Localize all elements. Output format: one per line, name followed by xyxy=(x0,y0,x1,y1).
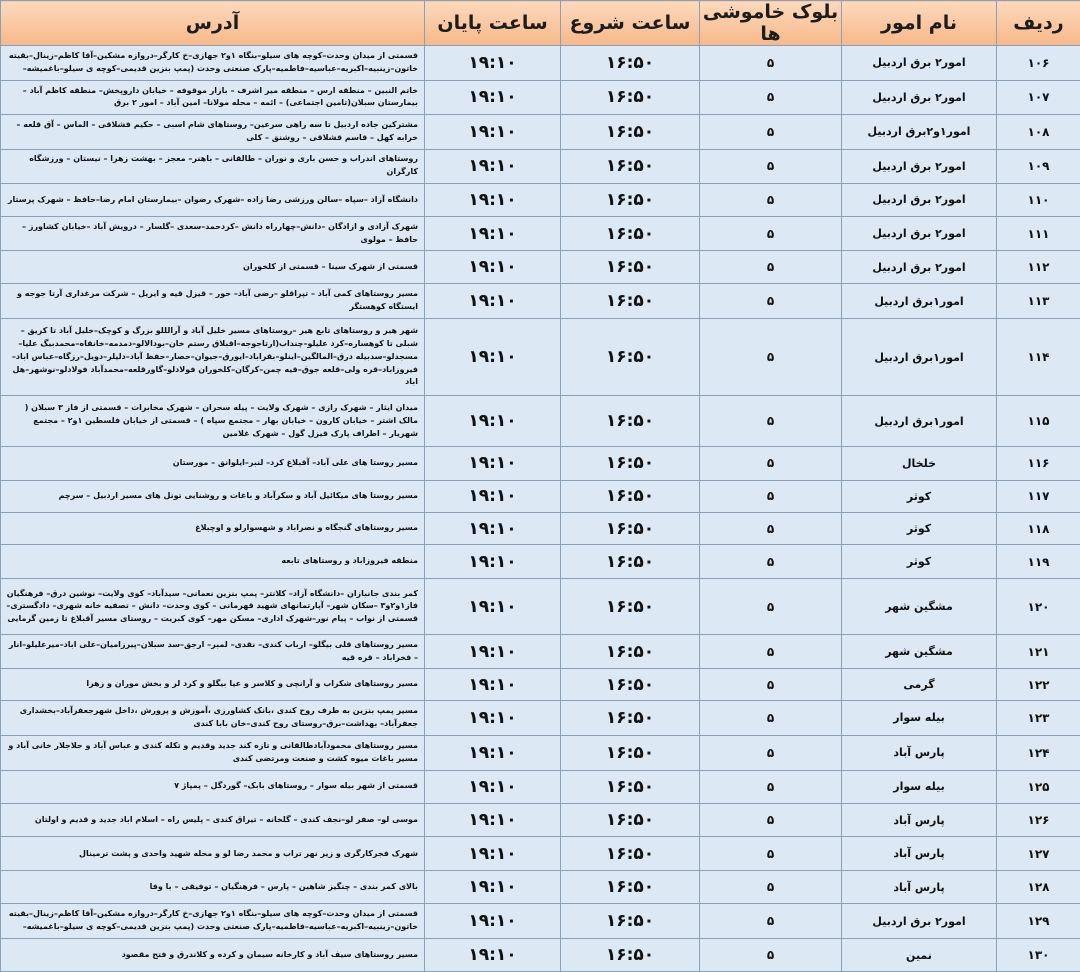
address-cell: قسمتی از شهرک سینا – قسمتی از کلخوران xyxy=(1,251,425,284)
row-number-cell: ۱۱۴ xyxy=(997,319,1080,396)
table-body xyxy=(1,46,1080,972)
area-name-cell: امور۲ برق اردبیل xyxy=(842,183,997,217)
start-time-cell: ۱۶:۵۰ xyxy=(561,512,700,545)
start-time-cell: ۱۶:۵۰ xyxy=(561,871,700,904)
outage-block-cell: ۵ xyxy=(700,635,842,669)
end-time-cell: ۱۹:۱۰ xyxy=(425,700,561,735)
outage-block-cell: ۵ xyxy=(700,700,842,735)
end-time-cell: ۱۹:۱۰ xyxy=(425,396,561,447)
table-row xyxy=(1,447,1080,481)
end-time-cell: ۱۹:۱۰ xyxy=(425,735,561,770)
start-time-cell: ۱۶:۵۰ xyxy=(561,46,700,81)
outage-block-cell: ۵ xyxy=(700,319,842,396)
area-name-cell: کوثر xyxy=(842,545,997,579)
outage-block-cell: ۵ xyxy=(700,251,842,284)
row-number-cell: ۱۱۹ xyxy=(997,545,1080,579)
start-time-cell: ۱۶:۵۰ xyxy=(561,319,700,396)
address-cell: خاتم النبین – منطقه ارس – منطقه میر اشرف – بازار موقوفه – خیابان داروپخش– منطقه کاظم آباد – بیمارستان سبلان(تامین اجتماعی) – ائمه – محله مولانا– امین آباد – امور ۲ برق xyxy=(1,80,425,114)
area-name-cell: بیله سوار xyxy=(842,700,997,735)
end-time-cell: ۱۹:۱۰ xyxy=(425,46,561,81)
outage-block-cell: ۵ xyxy=(700,939,842,972)
table-row xyxy=(1,480,1080,512)
row-number-cell: ۱۰۶ xyxy=(997,46,1080,81)
area-name-cell: گرمی xyxy=(842,669,997,701)
address-cell: مسیر روستاهای محمودآبادطالقانی و تازه کند جدید وقدیم و تکله کندی و عباس آباد و حلاجلار خانی آباد و مسیر باغات میوه کشت و صنعت ومرتضی کندی xyxy=(1,735,425,770)
address-cell: مسیر روستاهای قلی بیگلو– ارباب کندی– نقدی– لمبر– ارجق–سد سبلان–پیرزامیان–علی اباد–میرعلیلو–انار – فخراباد – قره قیه xyxy=(1,635,425,669)
table-row xyxy=(1,46,1080,81)
table-row xyxy=(1,80,1080,114)
table-row xyxy=(1,803,1080,837)
area-name-cell: امور۲ برق اردبیل xyxy=(842,217,997,251)
table-row xyxy=(1,217,1080,251)
area-name-cell: پارس آباد xyxy=(842,735,997,770)
end-time-cell: ۱۹:۱۰ xyxy=(425,447,561,481)
row-number-cell: ۱۱۸ xyxy=(997,512,1080,545)
table-row xyxy=(1,251,1080,284)
row-number-cell: ۱۱۵ xyxy=(997,396,1080,447)
outage-block-cell: ۵ xyxy=(700,284,842,319)
outage-block-cell: ۵ xyxy=(700,837,842,871)
address-cell: شهر هیر و روستاهای تابع هیر –روستاهای مسیر خلیل آباد و آرالللو بزرگ و کوچک–خلیل آباد تا کریق –شبلی تا کوهساره–کرد علیلو–چنداب(ارتاجوجه–اقبلاق رستم خان–بودالالو–دمدمه–خانقاه–محمدبیگ علیا–مسجدلو–سدبیله درق–المالگین–اینلو–بقراباد–ایورق–جیوان–حصار–حفظ آباد–دلیلر–دویل–رزگاه–عباس اباد–فیروزاباد–قره ولی–قلعه جوق–قیه چمن–کرگان–کلخوران فولادلو–گاورقلعه–محمدآباد فولادلو–نوشهر–هل اباد xyxy=(1,319,425,396)
row-number-cell: ۱۳۰ xyxy=(997,939,1080,972)
header-end-time: ساعت پایان xyxy=(425,1,561,46)
end-time-cell: ۱۹:۱۰ xyxy=(425,251,561,284)
area-name-cell: مشگین شهر xyxy=(842,635,997,669)
start-time-cell: ۱۶:۵۰ xyxy=(561,284,700,319)
end-time-cell: ۱۹:۱۰ xyxy=(425,80,561,114)
area-name-cell: امور۲ برق اردبیل xyxy=(842,251,997,284)
table-row xyxy=(1,871,1080,904)
area-name-cell: امور۲ برق اردبیل xyxy=(842,80,997,114)
end-time-cell: ۱۹:۱۰ xyxy=(425,939,561,972)
table-row xyxy=(1,837,1080,871)
outage-block-cell: ۵ xyxy=(700,904,842,939)
header-start-time: ساعت شروع xyxy=(561,1,700,46)
start-time-cell: ۱۶:۵۰ xyxy=(561,669,700,701)
start-time-cell: ۱۶:۵۰ xyxy=(561,217,700,251)
end-time-cell: ۱۹:۱۰ xyxy=(425,904,561,939)
address-cell: مسیر روستاهای سیف آباد و کارخانه سیمان و کرده و کلاندرق و فتح مقصود xyxy=(1,939,425,972)
row-number-cell: ۱۱۷ xyxy=(997,480,1080,512)
row-number-cell: ۱۱۳ xyxy=(997,284,1080,319)
table-row xyxy=(1,700,1080,735)
table-row xyxy=(1,114,1080,149)
outage-block-cell: ۵ xyxy=(700,512,842,545)
start-time-cell: ۱۶:۵۰ xyxy=(561,837,700,871)
address-cell: کمر بندی جانبازان –دانشگاه آزاد– کلانتر– پمپ بنزین نعمانی– سیدآباد– کوی ولایت– نوشین درق– فرهنگیان فاز۱و۲و۳ –سکان شهر– آپارتمانهای شهید قهرمانی – کوی وحدت– دانش – تصفیه خانه شهری– دادگستری– قسمتی از نواب – پیام نور–شهرک اداری– مسکن مهر– کوی کبریت – روستای مسیر آقبلاغ تا زمین گرمایی xyxy=(1,579,425,635)
end-time-cell: ۱۹:۱۰ xyxy=(425,284,561,319)
start-time-cell: ۱۶:۵۰ xyxy=(561,700,700,735)
address-cell: موسی لو– صفر لو–نجف کندی – گلخانه – تیراق کندی – پلیس راه – اسلام اباد جدید و قدیم و اولتان xyxy=(1,803,425,837)
end-time-cell: ۱۹:۱۰ xyxy=(425,837,561,871)
outage-block-cell: ۵ xyxy=(700,396,842,447)
table-row xyxy=(1,770,1080,803)
address-cell: قسمتی از میدان وحدت–کوچه های سیلو–بنگاه ۱و۲ جهازی–خ کارگر–دروازه مشکین–آقا کاظم–زینال–بقیته خاتون–زینبیه–اکبریه–عباسیه–فاطمیه–پارک صنعتی وحدت (پمپ بنزین قدیمی–کوچه ی سیلو–باغمیشه– xyxy=(1,904,425,939)
row-number-cell: ۱۲۱ xyxy=(997,635,1080,669)
start-time-cell: ۱۶:۵۰ xyxy=(561,183,700,217)
address-cell: قسمتی از شهر بیله سوار – روستاهای بابک– گوردگل – پمپاژ ۷ xyxy=(1,770,425,803)
end-time-cell: ۱۹:۱۰ xyxy=(425,871,561,904)
end-time-cell: ۱۹:۱۰ xyxy=(425,770,561,803)
table-row xyxy=(1,183,1080,217)
table-row xyxy=(1,904,1080,939)
start-time-cell: ۱۶:۵۰ xyxy=(561,80,700,114)
outage-block-cell: ۵ xyxy=(700,803,842,837)
outage-block-cell: ۵ xyxy=(700,114,842,149)
address-cell: قسمتی از میدان وحدت–کوچه های سیلو–بنگاه ۱و۲ جهازی–خ کارگر–دروازه مشکین–آقا کاظم–زینال–بقیته خاتون–زینبیه–اکبریه–عباسیه–فاطمیه–پارک صنعتی وحدت (پمپ بنزین قدیمی–کوچه ی سیلو–باغمیشه– xyxy=(1,46,425,81)
start-time-cell: ۱۶:۵۰ xyxy=(561,480,700,512)
outage-block-cell: ۵ xyxy=(700,46,842,81)
row-number-cell: ۱۲۲ xyxy=(997,669,1080,701)
row-number-cell: ۱۰۹ xyxy=(997,149,1080,183)
start-time-cell: ۱۶:۵۰ xyxy=(561,545,700,579)
outage-block-cell: ۵ xyxy=(700,669,842,701)
table-row xyxy=(1,319,1080,396)
start-time-cell: ۱۶:۵۰ xyxy=(561,635,700,669)
row-number-cell: ۱۰۸ xyxy=(997,114,1080,149)
table-row xyxy=(1,512,1080,545)
end-time-cell: ۱۹:۱۰ xyxy=(425,545,561,579)
table-row xyxy=(1,545,1080,579)
address-cell: مشترکین جاده اردبیل تا سه راهی سرعین– روستاهای شام اسبی – حکیم قشلاقی – الماس – آق قلعه – خرابه کهل – قاسم قشلاقی – روشنق – کلی xyxy=(1,114,425,149)
row-number-cell: ۱۱۱ xyxy=(997,217,1080,251)
address-cell: دانشگاه آزاد –سپاه –سالن ورزشی رضا زاده –شهرک رضوان –بیمارستان امام رضا–حافظ – شهرک پرستار xyxy=(1,183,425,217)
area-name-cell: مشگین شهر xyxy=(842,579,997,635)
area-name-cell: امور۲ برق اردبیل xyxy=(842,46,997,81)
start-time-cell: ۱۶:۵۰ xyxy=(561,114,700,149)
address-cell: مسیر روستاهای شکراب و آرانچی و کلاسر و عیا بیگلو و کرد لر و بخش موران و زهرا xyxy=(1,669,425,701)
address-cell: بالای کمر بندی – چنگیز شاهین – پارس – فرهنگیان – توفیقی – با وفا xyxy=(1,871,425,904)
area-name-cell: بیله سوار xyxy=(842,770,997,803)
area-name-cell: امور۱برق اردبیل xyxy=(842,396,997,447)
start-time-cell: ۱۶:۵۰ xyxy=(561,396,700,447)
address-cell: مسیر روستا های میکائیل آباد و سکرآباد و باغات و روشنایی تونل های مسیر اردبیل – سرچم xyxy=(1,480,425,512)
address-cell: منطقه فیروزاباد و روستاهای تابعه xyxy=(1,545,425,579)
row-number-cell: ۱۲۶ xyxy=(997,803,1080,837)
table-row xyxy=(1,284,1080,319)
end-time-cell: ۱۹:۱۰ xyxy=(425,183,561,217)
start-time-cell: ۱۶:۵۰ xyxy=(561,803,700,837)
end-time-cell: ۱۹:۱۰ xyxy=(425,669,561,701)
outage-block-cell: ۵ xyxy=(700,871,842,904)
header-row xyxy=(1,1,1080,46)
start-time-cell: ۱۶:۵۰ xyxy=(561,904,700,939)
end-time-cell: ۱۹:۱۰ xyxy=(425,319,561,396)
table-row xyxy=(1,735,1080,770)
address-cell: شهرک فجرکارگری و زیر نهر تراب و محمد رضا لو و محله شهید واحدی و پشت ترمینال xyxy=(1,837,425,871)
row-number-cell: ۱۱۰ xyxy=(997,183,1080,217)
outage-block-cell: ۵ xyxy=(700,735,842,770)
table-row xyxy=(1,669,1080,701)
row-number-cell: ۱۰۷ xyxy=(997,80,1080,114)
start-time-cell: ۱۶:۵۰ xyxy=(561,447,700,481)
address-cell: روستاهای اندراب و حسن باری و نوران – طالقانی – باهنر– معجز – بهشت زهرا – نیستان – ورزشگاه کارگران xyxy=(1,149,425,183)
area-name-cell: امور۱برق اردبیل xyxy=(842,284,997,319)
outage-block-cell: ۵ xyxy=(700,545,842,579)
header-address: آدرس xyxy=(1,1,425,46)
area-name-cell: امور۱برق اردبیل xyxy=(842,319,997,396)
area-name-cell: پارس آباد xyxy=(842,871,997,904)
end-time-cell: ۱۹:۱۰ xyxy=(425,512,561,545)
end-time-cell: ۱۹:۱۰ xyxy=(425,480,561,512)
outage-block-cell: ۵ xyxy=(700,579,842,635)
table-row xyxy=(1,939,1080,972)
outage-block-cell: ۵ xyxy=(700,217,842,251)
row-number-cell: ۱۲۰ xyxy=(997,579,1080,635)
start-time-cell: ۱۶:۵۰ xyxy=(561,579,700,635)
table-row xyxy=(1,579,1080,635)
outage-block-cell: ۵ xyxy=(700,183,842,217)
row-number-cell: ۱۲۳ xyxy=(997,700,1080,735)
end-time-cell: ۱۹:۱۰ xyxy=(425,579,561,635)
area-name-cell: پارس آباد xyxy=(842,837,997,871)
header-row-number: ردیف xyxy=(997,1,1080,46)
row-number-cell: ۱۲۹ xyxy=(997,904,1080,939)
row-number-cell: ۱۲۷ xyxy=(997,837,1080,871)
header-outage-block: بلوک خاموشی ها xyxy=(700,1,842,46)
end-time-cell: ۱۹:۱۰ xyxy=(425,114,561,149)
start-time-cell: ۱۶:۵۰ xyxy=(561,735,700,770)
end-time-cell: ۱۹:۱۰ xyxy=(425,803,561,837)
area-name-cell: خلخال xyxy=(842,447,997,481)
outage-block-cell: ۵ xyxy=(700,480,842,512)
table-header xyxy=(1,1,1080,46)
outage-block-cell: ۵ xyxy=(700,80,842,114)
start-time-cell: ۱۶:۵۰ xyxy=(561,149,700,183)
end-time-cell: ۱۹:۱۰ xyxy=(425,217,561,251)
address-cell: شهرک آزادی و ازادگان –دانش–چهارراه دانش –کردحمد–سعدی –گلسار – درویش آباد –خیابان کشاورز –حافظ – مولوی xyxy=(1,217,425,251)
start-time-cell: ۱۶:۵۰ xyxy=(561,939,700,972)
row-number-cell: ۱۲۵ xyxy=(997,770,1080,803)
start-time-cell: ۱۶:۵۰ xyxy=(561,251,700,284)
end-time-cell: ۱۹:۱۰ xyxy=(425,635,561,669)
address-cell: مسیر روستا های علی آباد– آقبلاغ کرد– لنبر–ایلوانق – مورستان xyxy=(1,447,425,481)
outage-block-cell: ۵ xyxy=(700,770,842,803)
header-area-name: نام امور xyxy=(842,1,997,46)
area-name-cell: کوثر xyxy=(842,480,997,512)
end-time-cell: ۱۹:۱۰ xyxy=(425,149,561,183)
row-number-cell: ۱۱۲ xyxy=(997,251,1080,284)
address-cell: مسیر روستاهای گنجگاه و نصراباد و شهسوارلو و اوچبلاغ xyxy=(1,512,425,545)
area-name-cell: امور۱و۲برق اردبیل xyxy=(842,114,997,149)
outage-block-cell: ۵ xyxy=(700,447,842,481)
row-number-cell: ۱۲۴ xyxy=(997,735,1080,770)
table-row xyxy=(1,635,1080,669)
table-row xyxy=(1,396,1080,447)
area-name-cell: امور۲ برق اردبیل xyxy=(842,904,997,939)
area-name-cell: نمین xyxy=(842,939,997,972)
row-number-cell: ۱۲۸ xyxy=(997,871,1080,904)
address-cell: میدان ایثار – شهرک رازی – شهرک ولایت – پیله سحران – شهرک مخابرات – قسمتی از فاز ۳ سبلان ( مالک اشتر – خیابان کارون – خیابان بهار – مجتمع سپاه ) – قسمتی از خیابان فلسطین ۱و۲ – مجتمع شهریار – اطراف پارک قیزل گول – شهرک غلامین xyxy=(1,396,425,447)
address-cell: مسیر پمپ بنزین به طرف روح کندی ،بانک کشاورزی ،آموزش و پرورش ،داخل شهرجعفرآباد–بخشداری جعفرآباد– بهداشت–برق–روستای روح کندی–خان بابا کندی xyxy=(1,700,425,735)
address-cell: مسیر روستاهای کمی آباد – تپراقلو –رضی آباد– حور – قیزل قیه و ایریل – شرکت مرغداری آرتا جوجه و ایستگاه کوهستگر xyxy=(1,284,425,319)
area-name-cell: پارس آباد xyxy=(842,803,997,837)
table-row xyxy=(1,149,1080,183)
start-time-cell: ۱۶:۵۰ xyxy=(561,770,700,803)
area-name-cell: کوثر xyxy=(842,512,997,545)
row-number-cell: ۱۱۶ xyxy=(997,447,1080,481)
outage-block-cell: ۵ xyxy=(700,149,842,183)
area-name-cell: امور۲ برق اردبیل xyxy=(842,149,997,183)
